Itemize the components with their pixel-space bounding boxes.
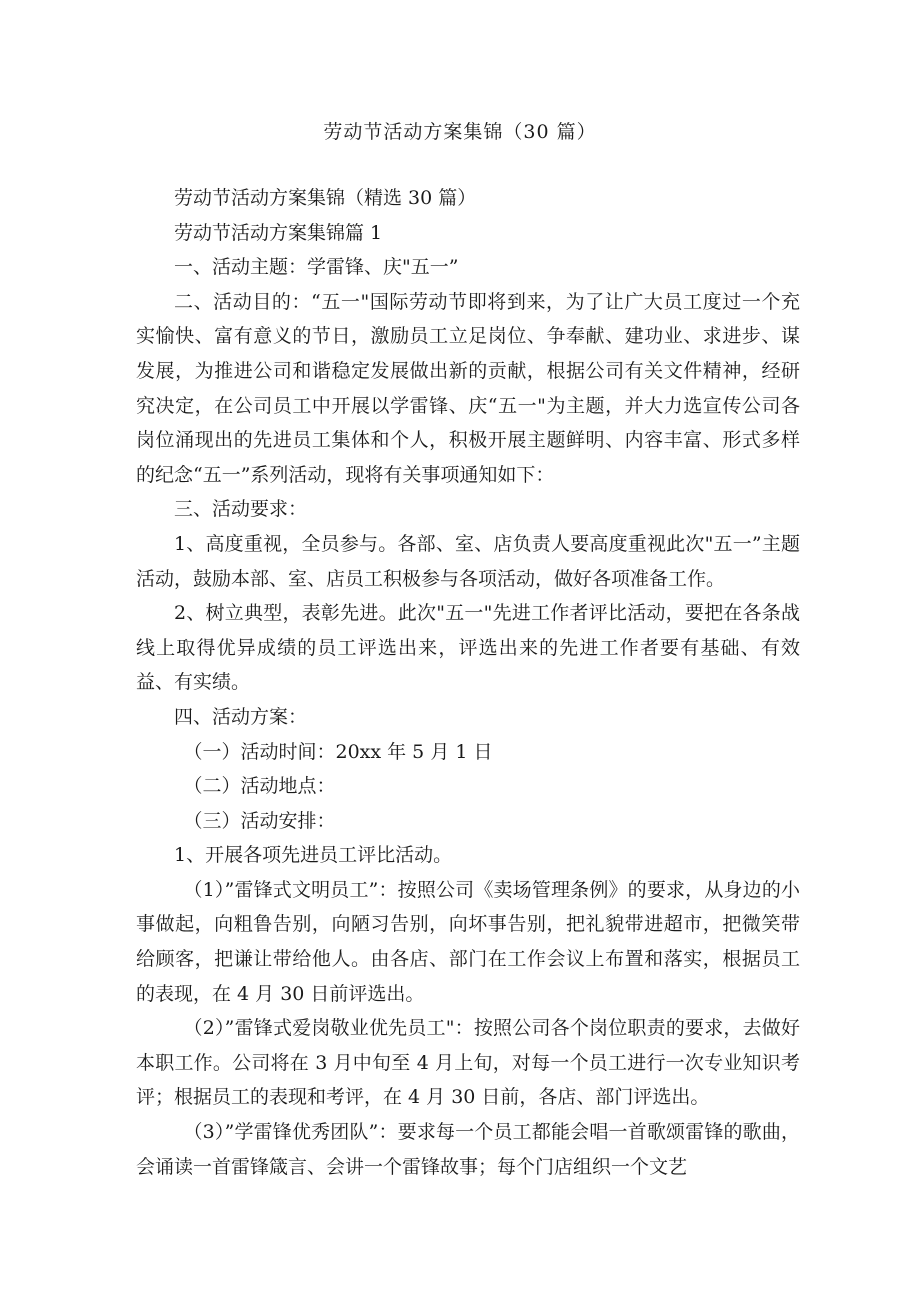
section-heading: 劳动节活动方案集锦篇 1 [174,221,383,244]
arrangement-item-1: 1、开展各项先进员工评比活动。 [174,844,453,867]
plan-arrangement-item: （三）活动安排： [183,809,336,832]
activity-purpose-paragraph: 二、活动目的：“五一"国际劳动节即将到来，为了让广大员工度过一个充实愉快、富有意义的节日，激励员工立足岗位、争奉献、建功业、求进步、谋发展，为推进公司和谐稳定发展做出新的贡献，根据公司有关文件精神，经研究决定，在公司员工中开展以学雷锋、庆“五一"为主题，并大力选宣传公司各岗位涌现出的先进员工集体和个人，积极开展主题鲜明、内容丰富、形式多样的纪念“五一”系列活动，现将有关事项通知如下： [136,290,800,486]
award-item-1: （1）”雷锋式文明员工”：按照公司《卖场管理条例》的要求，从身边的小事做起，向粗鲁告别，向陋习告别，向坏事告别，把礼貌带进超市，把微笑带给顾客，把谦让带给他人。由各店、部门在工作会议上布置和落实，根据员工的表现，在 4 月 30 日前评选出。 [136,878,800,1005]
document-title: 劳动节活动方案集锦（30 篇） [323,121,597,143]
requirement-item-1: 1、高度重视，全员参与。各部、室、店负责人要高度重视此次"五一”主题活动，鼓励本部、室、店员工积极参与各项活动，做好各项准备工作。 [136,532,800,590]
plan-location-item: （二）活动地点： [183,775,336,798]
award-item-2: （2）”雷锋式爱岗敬业优先员工"：按照公司各个岗位职责的要求，去做好本职工作。公司将在 3 月中旬至 4 月上旬，对每一个员工进行一次专业知识考评；根据员工的表现和考评，在 4 月 30 日前，各店、部门评选出。 [136,1017,800,1109]
subtitle-paragraph: 劳动节活动方案集锦（精选 30 篇） [174,187,477,209]
document-body [136,181,800,1184]
activity-theme-paragraph: 一、活动主题：学雷锋、庆"五一” [174,256,459,279]
activity-plan-heading: 四、活动方案： [174,705,308,728]
activity-requirements-heading: 三、活动要求： [174,498,308,521]
plan-time-item: （一）活动时间：20xx 年 5 月 1 日 [183,740,493,763]
award-item-3: （3）”学雷锋优秀团队”：要求每一个员工都能会唱一首歌颂雷锋的歌曲，会诵读一首雷锋箴言、会讲一个雷锋故事；每个门店组织一个文艺 [136,1121,800,1178]
requirement-item-2: 2、树立典型，表彰先进。此次"五一"先进工作者评比活动，要把在各条战线上取得优异成绩的员工评选出来，评选出来的先进工作者要有基础、有效益、有实绩。 [136,602,800,694]
